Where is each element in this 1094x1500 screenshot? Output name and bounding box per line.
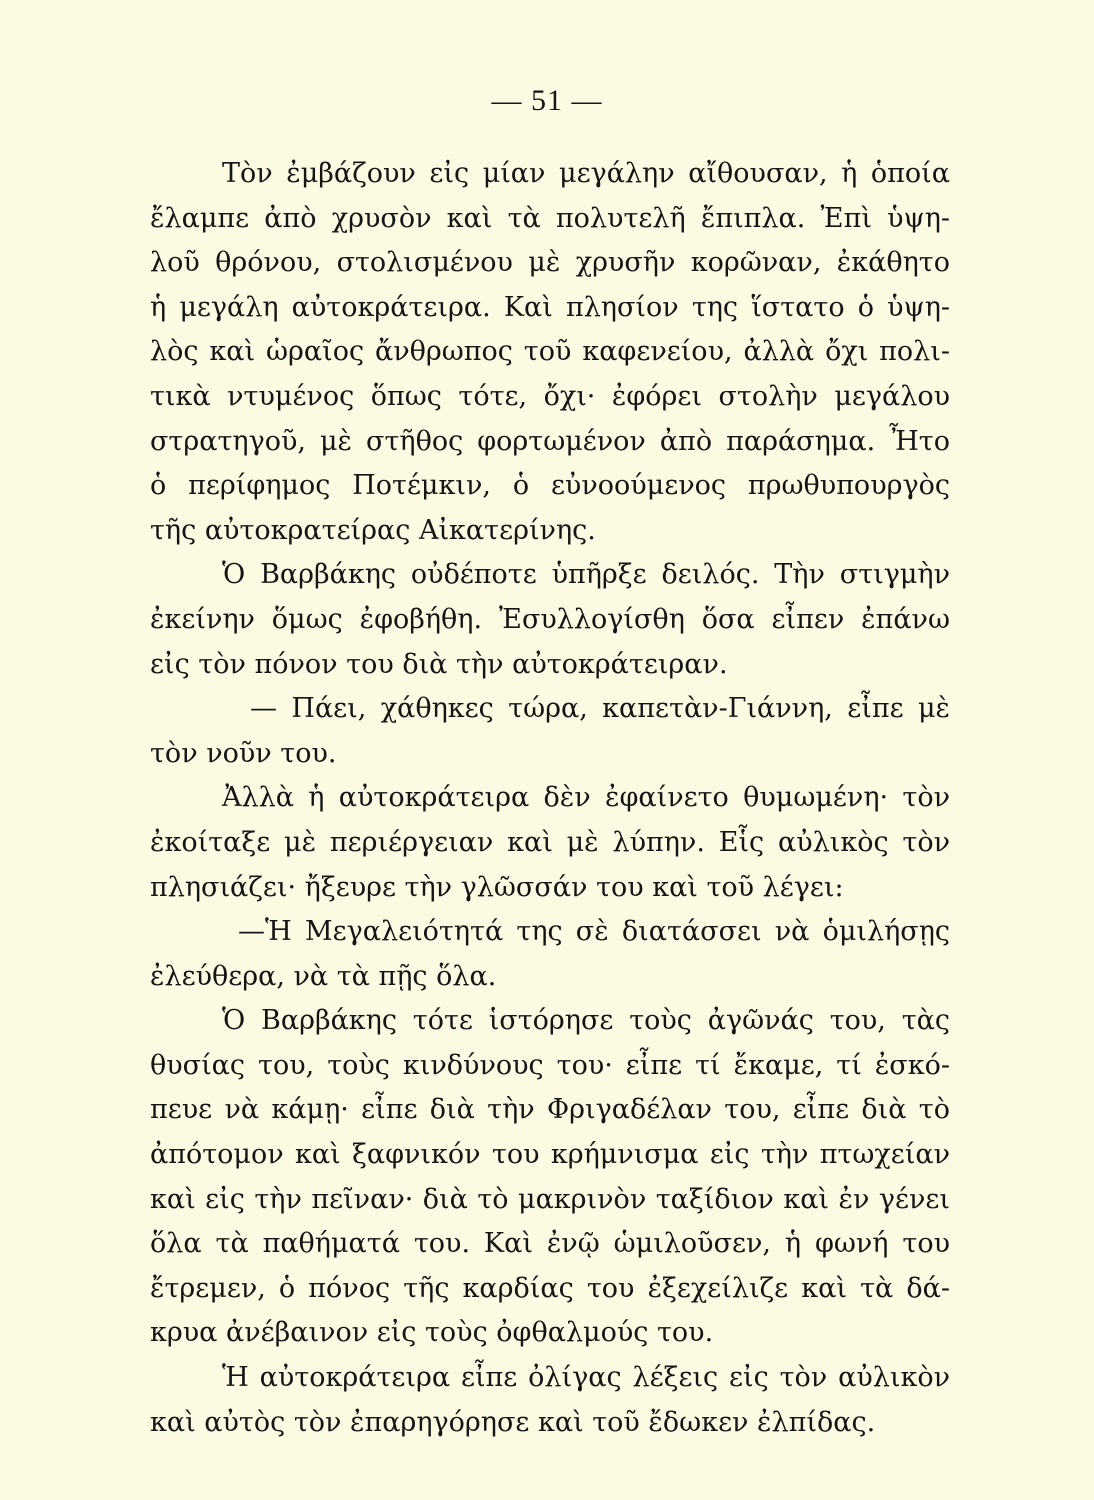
text-line: τὸν νοῦν του. (150, 737, 337, 769)
text-line: Ἡ αὐτοκράτειρα εἶπε ὀλίγας λέξεις εἰς τὸν αὐλικὸν (222, 1362, 950, 1394)
text-line: ἀπότομον καὶ ξαφνικόν του κρήμνισμα εἰς τὴν πτωχείαν (150, 1139, 950, 1171)
text-line: —Ἡ Μεγαλειότητά της σὲ διατάσσει νὰ ὁμιλήσῃς (238, 916, 950, 948)
text-line: ἡ μεγάλη αὐτοκράτειρα. Καὶ πλησίον της ἵστατο ὁ ὑψη- (150, 291, 950, 323)
text-line: ἐλεύθερα, νὰ τὰ πῇς ὅλα. (150, 960, 497, 992)
text-line: Ὁ Βαρβάκης τότε ἱστόρησε τοὺς ἀγῶνάς του, τὰς (222, 1005, 950, 1037)
text-line: κρυα ἀνέβαινον εἰς τοὺς ὀφθαλμούς του. (150, 1317, 714, 1349)
text-line: θυσίας του, τοὺς κινδύνους του· εἶπε τί ἔκαμε, τί ἐσκό- (150, 1049, 950, 1081)
text-line: στρατηγοῦ, μὲ στῆθος φορτωμένον ἀπὸ παράσημα. Ἦτο (150, 425, 950, 457)
text-line: Ὁ Βαρβάκης οὐδέποτε ὑπῆρξε δειλός. Τὴν στιγμὴν (222, 559, 950, 591)
text-line: πευε νὰ κάμῃ· εἶπε διὰ τὴν Φριγαδέλαν του, εἶπε διὰ τὸ (150, 1094, 950, 1126)
text-line: ἐκοίταξε μὲ περιέργειαν καὶ μὲ λύπην. Εἷς αὐλικὸς τὸν (150, 826, 950, 858)
text-line: ἔλαμπε ἀπὸ χρυσὸν καὶ τὰ πολυτελῆ ἔπιπλα. Ἐπὶ ὑψη- (150, 202, 950, 234)
text-line: Ἀλλὰ ἡ αὐτοκράτειρα δὲν ἐφαίνετο θυμωμένη· τὸν (222, 782, 950, 814)
text-line: καὶ αὐτὸς τὸν ἐπαρηγόρησε καὶ τοῦ ἔδωκεν ἐλπίδας. (150, 1406, 876, 1438)
text-line: λὸς καὶ ὡραῖος ἄνθρωπος τοῦ καφενείου, ἀλλὰ ὄχι πολι- (150, 336, 950, 368)
text-line: πλησιάζει· ἤξευρε τὴν γλῶσσάν του καὶ τοῦ λέγει: (150, 871, 844, 903)
text-line: ὅλα τὰ παθήματά του. Καὶ ἐνῷ ὡμιλοῦσεν, ἡ φωνή του (150, 1228, 950, 1260)
body-text (150, 152, 950, 1445)
text-line: ὁ περίφημος Ποτέμκιν, ὁ εὐνοούμενος πρωθυπουργὸς (150, 470, 950, 502)
text-line: λοῦ θρόνου, στολισμένου μὲ χρυσῆν κορῶναν, ἐκάθητο (150, 247, 950, 279)
text-line: ἔτρεμεν, ὁ πόνος τῆς καρδίας του ἐξεχείλιζε καὶ τὰ δά- (150, 1272, 950, 1304)
text-line: — Πάει, χάθηκες τώρα, καπετὰν-Γιάννη, εἶπε μὲ (250, 693, 950, 725)
text-line: εἰς τὸν πόνον του διὰ τὴν αὐτοκράτειραν. (150, 648, 728, 680)
text-line: καὶ εἰς τὴν πεῖναν· διὰ τὸ μακρινὸν ταξίδιον καὶ ἐν γένει (150, 1183, 950, 1215)
text-line: τῆς αὐτοκρατείρας Αἰκατερίνης. (150, 514, 596, 546)
text-line: Τὸν ἐμβάζουν εἰς μίαν μεγάλην αἴθουσαν, ἡ ὁποία (222, 158, 950, 189)
text-line: ἐκείνην ὅμως ἐφοβήθη. Ἐσυλλογίσθη ὅσα εἶπεν ἐπάνω (150, 603, 950, 635)
text-line: τικὰ ντυμένος ὅπως τότε, ὄχι· ἐφόρει στολὴν μεγάλου (150, 380, 950, 412)
page-number: — 51 — (491, 84, 603, 117)
